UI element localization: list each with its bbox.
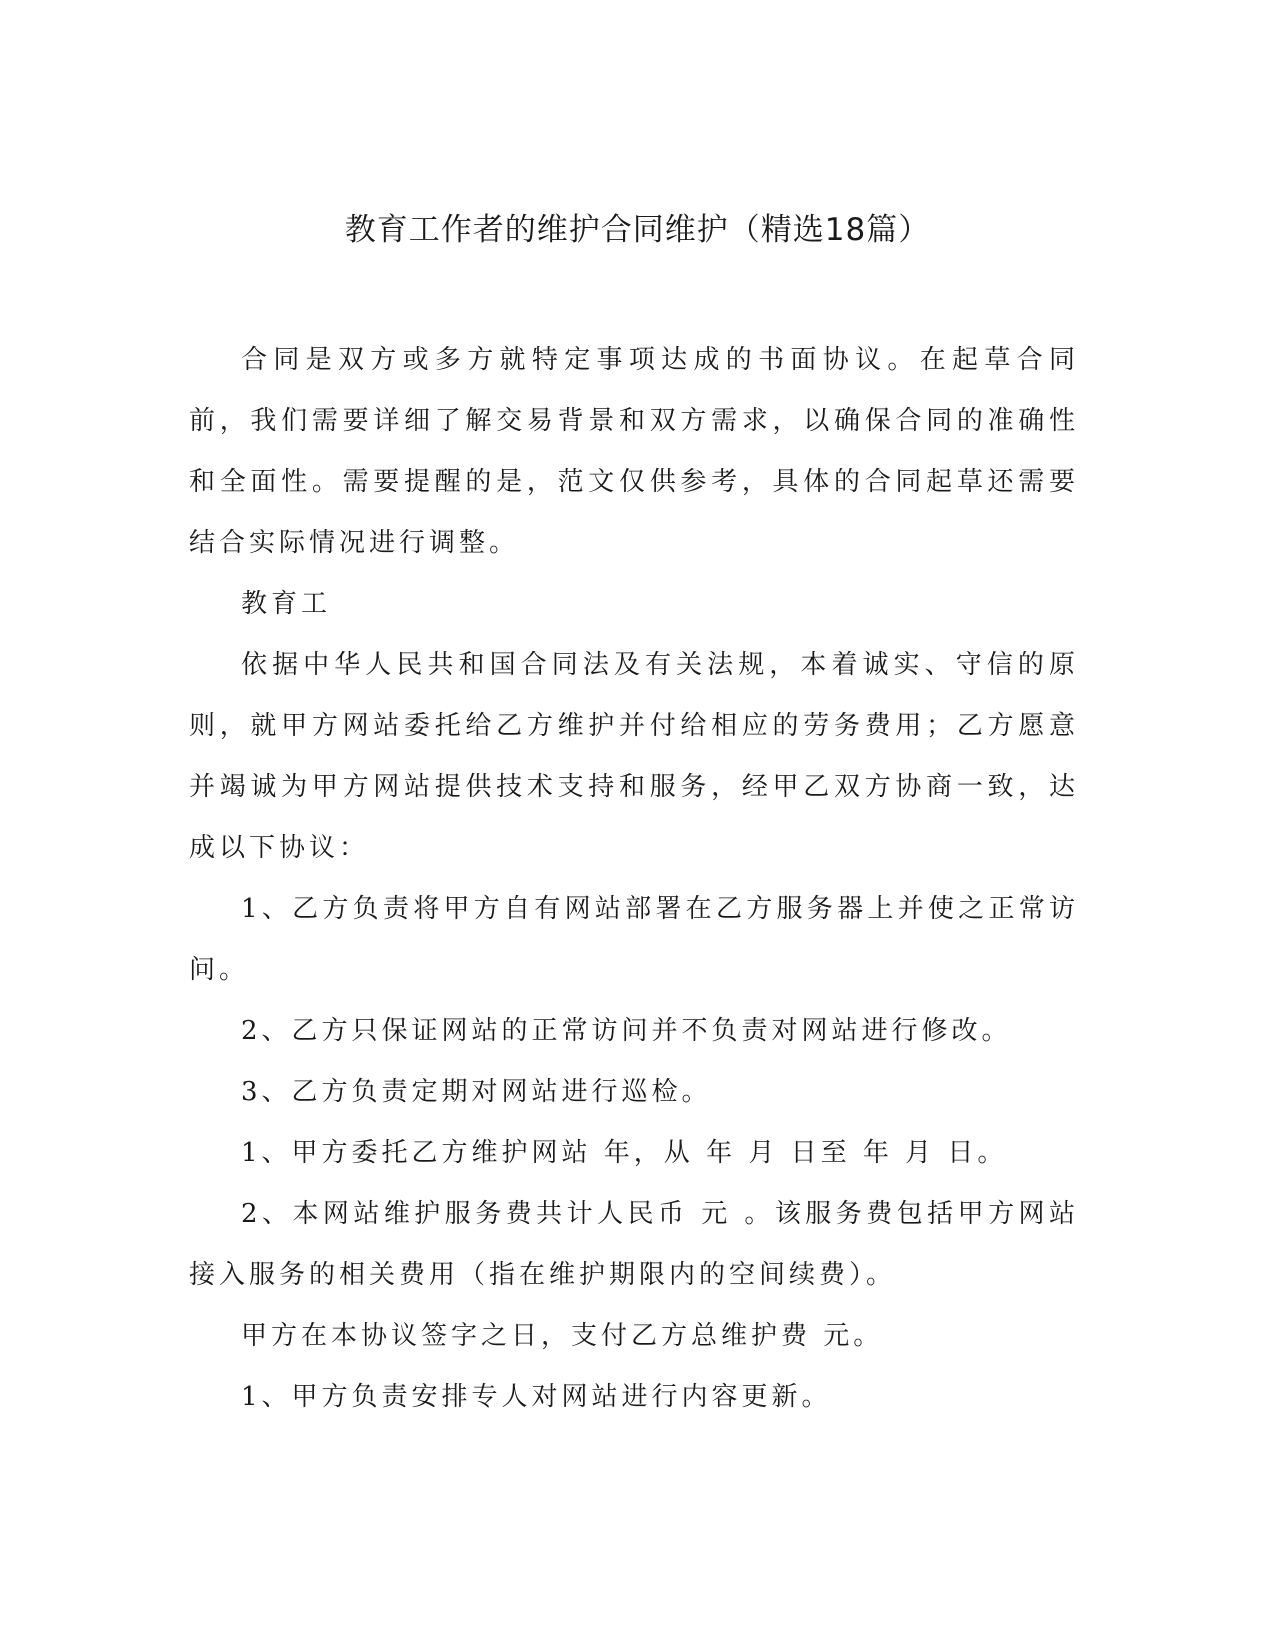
section-heading-paragraph: 教育工	[241, 589, 332, 619]
payment-paragraph: 甲方在本协议签字之日，支付乙方总维护费 元。	[241, 1321, 884, 1351]
clause-paragraph: 3、乙方负责定期对网站进行巡检。	[241, 1077, 712, 1107]
clause-paragraph: 1、甲方负责安排专人对网站进行内容更新。	[241, 1382, 832, 1412]
document-title: 教育工作者的维护合同维护（精选18篇）	[344, 212, 931, 248]
document-body	[189, 330, 1079, 1428]
clause-paragraph: 1、乙方负责将甲方自有网站部署在乙方服务器上并使之正常访问。	[189, 894, 1079, 985]
clause-paragraph: 2、乙方只保证网站的正常访问并不负责对网站进行修改。	[241, 1016, 1012, 1046]
clause-paragraph: 1、甲方委托乙方维护网站 年，从 年 月 日至 年 月 日。	[241, 1138, 1008, 1168]
intro-paragraph: 合同是双方或多方就特定事项达成的书面协议。在起草合同前，我们需要详细了解交易背景和双方需求，以确保合同的准确性和全面性。需要提醒的是，范文仅供参考，具体的合同起草还需要结合实际情况进行调整。	[189, 345, 1079, 558]
clause-paragraph: 2、本网站维护服务费共计人民币 元 。该服务费包括甲方网站接入服务的相关费用（指在维护期限内的空间续费）。	[189, 1199, 1079, 1290]
preamble-paragraph: 依据中华人民共和国合同法及有关法规，本着诚实、守信的原则，就甲方网站委托给乙方维护并付给相应的劳务费用；乙方愿意并竭诚为甲方网站提供技术支持和服务，经甲乙双方协商一致，达成以下协议：	[189, 650, 1079, 863]
